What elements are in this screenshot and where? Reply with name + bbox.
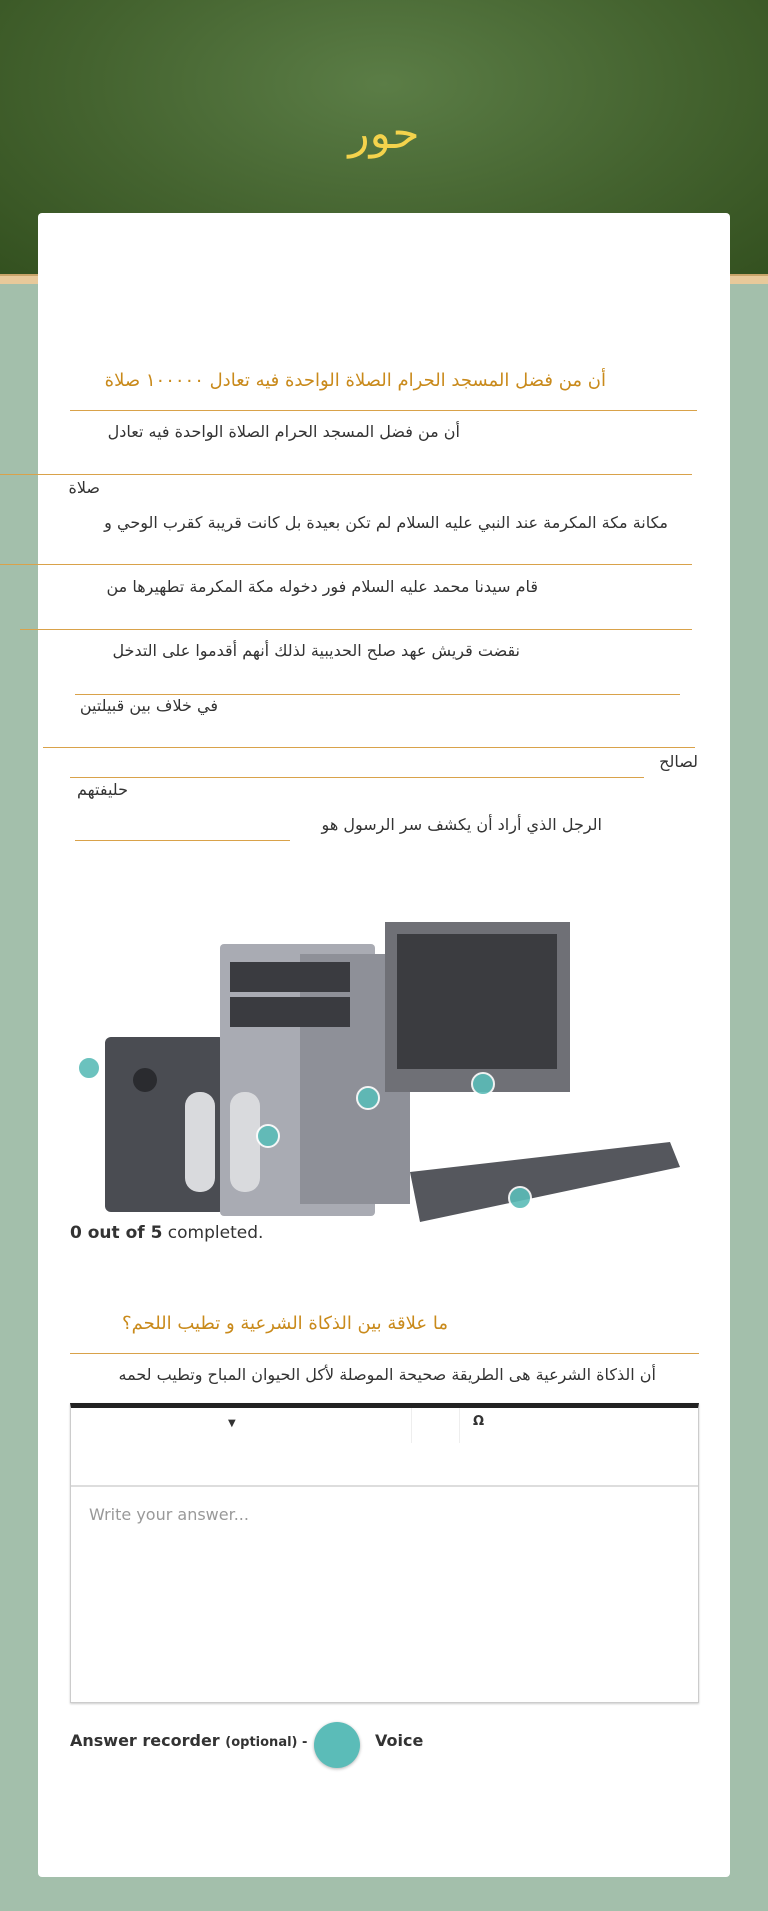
toolbar-separator [411,1408,412,1443]
sentence-2: مكانة مكة المكرمة عند النبي عليه السلام لم تكن بعيدة بل كانت قريبة كقرب الوحي و [104,513,668,532]
hotspot-marker[interactable] [77,1056,101,1080]
record-button[interactable] [314,1722,360,1768]
completed-count: 0 out of 5 [70,1223,163,1243]
heading-divider [70,1353,699,1354]
recorder-label-text: Answer recorder [70,1731,220,1750]
sentence-5: لصالح [659,752,698,771]
voice-label: Voice [375,1731,424,1750]
completed-suffix: completed. [162,1223,264,1243]
blank-input-5[interactable] [43,747,695,748]
blank-input-1[interactable] [0,474,692,475]
editor-toolbar [71,1408,698,1487]
special-character-button[interactable]: Ω [473,1414,485,1429]
hotspot-marker[interactable] [356,1086,380,1110]
hotspot-marker[interactable] [508,1186,532,1210]
heading-divider [70,410,697,411]
sentence-4-end: في خلاف بين قبيلتين [79,696,218,715]
blank-input-2[interactable] [0,564,692,565]
rich-text-editor [70,1403,699,1703]
sentence-1-end: صلاة [68,478,100,497]
blank-input-6[interactable] [70,777,644,778]
computer-image [70,902,700,1227]
answer-textarea[interactable] [71,1487,698,1702]
format-dropdown-arrow-icon[interactable]: ▼ [228,1418,236,1429]
blank-input-7[interactable] [75,840,290,841]
answer-recorder-label [70,1731,307,1750]
sentence-6: الرجل الذي أراد أن يكشف سر الرسول هو [321,815,602,834]
blank-input-3[interactable] [20,629,692,630]
sentence-4: نقضت قريش عهد صلح الحديبية لذلك أنهم أقدموا على التدخل [112,641,520,660]
question-2-answer-text: أن الذكاة الشرعية هى الطريقة صحيحة الموصلة لأكل الحيوان المباح وتطيب لحمه [118,1365,656,1384]
question-1-heading: أن من فضل المسجد الحرام الصلاة الواحدة فيه تعادل ١٠٠٠٠٠ صلاة [104,370,606,391]
sentence-3: قام سيدنا محمد عليه السلام فور دخوله مكة المكرمة تطهيرها من [106,577,538,596]
hotspot-marker[interactable] [471,1072,495,1096]
page-title: حور [348,108,420,159]
question-2-heading: ما علاقة بين الذكاة الشرعية و تطيب اللحم؟ [122,1313,448,1334]
hotspot-marker[interactable] [256,1124,280,1148]
hotspot-progress [70,1223,263,1243]
toolbar-separator [459,1408,460,1443]
blank-input-4[interactable] [75,694,680,695]
sentence-5-end: حليفتهم [77,780,128,799]
recorder-optional-text: (optional) - [225,1735,308,1750]
sentence-1: أن من فضل المسجد الحرام الصلاة الواحدة فيه تعادل [107,422,460,441]
